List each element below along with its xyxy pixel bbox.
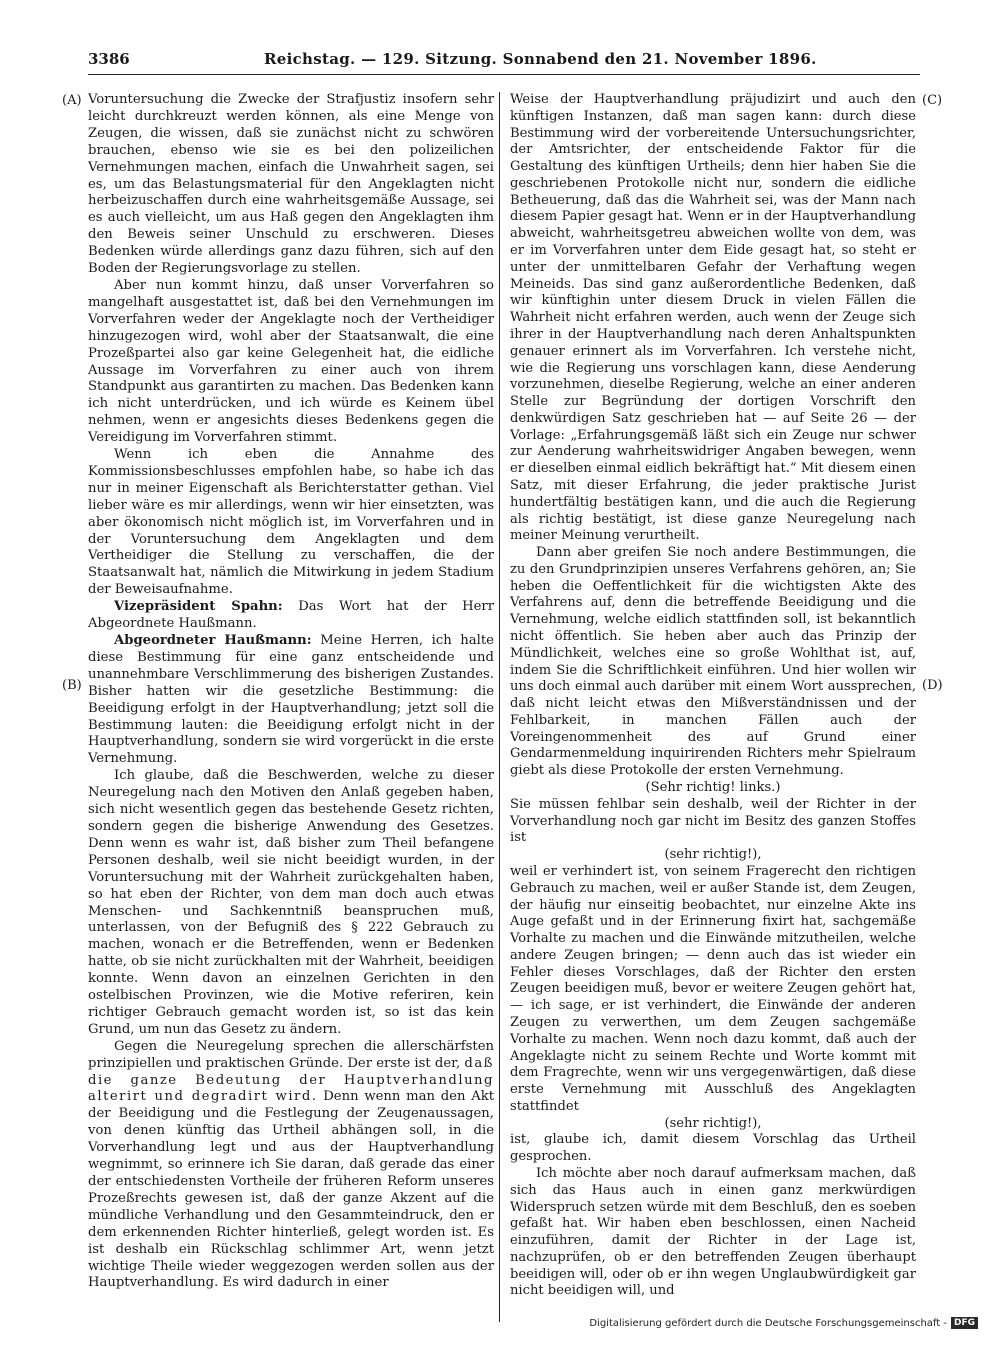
right-column <box>510 92 916 1300</box>
marker-c: (C) <box>922 93 943 108</box>
interjection-3: (sehr richtig!), <box>664 1115 762 1131</box>
left-paragraph-1: Voruntersuchung die Zwecke der Strafjustiz insofern sehr leicht durchkreuzt werden können, als eine Menge von Zeugen, die wissen, daß sie zunächst nicht zu schwören brauchen, ebenso wie sie es bei den polizeilichen Vernehmungen machen, einfach die Unwahrheit sagen, sei es, um das Belastungsmaterial für den Angeklagten nicht herbeizuschaffen durch eine wahrheitsgemäße Aussage, sei es auch vielleicht, um aus Haß gegen den Angeklagten ihm den Beweis seiner Unschuld zu erschweren. Dieses Bedenken würde allerdings ganz dazu führen, sich auf den Boden der Regierungsvorlage zu stellen. <box>88 92 494 277</box>
left-paragraph-2: Aber nun kommt hinzu, daß unser Vorverfahren so mangelhaft ausgestattet ist, daß bei den Vernehmungen im Vorverfahren weder der Angeklagte noch der Vertheidiger hinzugezogen wird, wohl aber der Staatsanwalt, die eine Prozeßpartei also gar keine Gelegenheit hat, die eidliche Aussage im Vorverfahren zu einer auch von ihrem Standpunkt aus garantirten zu machen. Das Bedenken kann ich nicht unterdrücken, und ich würde es Keinem übel nehmen, wenn er angesichts dieses Bedenkens gegen die Vereidigung im Vorverfahren stimmt. <box>88 277 494 446</box>
page-header <box>88 50 918 76</box>
header-rule <box>88 74 920 75</box>
right-paragraph-4: weil er verhindert ist, von seinem Fragerecht den richtigen Gebrauch zu machen, weil er außer Stande ist, dem Zeugen, der häufig nur einseitig beobachtet, nur einzelne Akte ins Auge gefaßt und in der Erinnerung fixirt hat, sachgemäße Vorhalte zu machen und die Einwände mitzutheilen, welche andere Zeugen bringen; — denn auch das ist wieder ein Fehler dieses Vorschlages, daß der Richter den ersten Zeugen beeidigen muß, bevor er weitere Zeugen gehört hat, — ich sage, er ist verhindert, die Einwände der anderen Zeugen zu verwerthen, um dem Zeugen sachgemäße Vorhalte zu machen. Wenn noch dazu kommt, daß auch der Angeklagte nicht zu seinem Rechte und Worte kommt mit dem Fragrechte, wenn wir uns vergegenwärtigen, daß diese erste Vernehmung mit Ausschluß des Angeklagten stattfindet <box>510 863 916 1114</box>
left-paragraph-6: Ich glaube, daß die Beschwerden, welche zu dieser Neuregelung nach den Motiven den Anlaß gegeben haben, sich nicht wesentlich gegen das bestehende Gesetz richten, sondern gegen die bisherige Anwendung des Gesetzes. Denn wenn es wahr ist, daß bisher zum Theil befangene Personen deshalb, weil sie nicht beeidigt wurden, in der Voruntersuchung mit der Wahrheit zurückgehalten haben, so hat eben der Richter, von dem man doch auch etwas Menschen- und Sachkenntniß beanspruchen muß, unterlassen, von der Befugniß des § 222 Gebrauch zu machen, wonach er die Betreffenden, wenn er Bedenken hatte, ob sie nicht zurückhalten mit der Wahrheit, beeidigen konnte. Wenn davon an einzelnen Gerichten in den ostelbischen Provinzen, wie die Motive referiren, kein richtiger Gebrauch gemacht worden ist, so ist das kein Grund, um nun das Gesetz zu ändern. <box>88 768 494 1037</box>
interjection-1: (Sehr richtig! links.) <box>645 780 781 796</box>
marker-b: (B) <box>62 678 82 693</box>
left-paragraph-7a: Gegen die Neuregelung sprechen die allerschärfsten prinzipiellen und praktischen Gründe. Der erste ist der, <box>88 1038 494 1071</box>
column-divider <box>499 92 500 1322</box>
header-title: Reichstag. — 129. Sitzung. Sonnabend den 21. November 1896. <box>264 50 817 68</box>
right-paragraph-2: Dann aber greifen Sie noch andere Bestimmungen, die zu den Grundprinzipien unseres Verfahrens gehören, an; Sie heben die Oeffentlichkeit für die wichtigsten Akte des Verfahrens auf, denn die betreffende Beeidigung und die Vernehmung, welche eidlich stattfinden soll, ist bekanntlich nicht öffentlich. Sie heben aber auch das Prinzip der Mündlichkeit, welches eine so große Wohlthat ist, auf, indem Sie die Schriftlichkeit einführen. Und hier wollen wir uns doch einmal auch darüber mit einem Wort aussprechen, daß nicht leicht etwas den Mißverständnissen und der Fehlbarkeit, in manchen Fällen auch der Voreingenommenheit des auf Grund einer Gendarmenmeldung inquirirenden Richters mehr Spielraum giebt als diese Protokolle der ersten Vernehmung. <box>510 545 916 779</box>
right-paragraph-1: Weise der Hauptverhandlung präjudizirt und auch den künftigen Instanzen, daß man sagen kann: durch diese Bestimmung wird der vorbereitende Untersuchungsrichter, der Amtsrichter, der entscheidende Faktor für die Gestaltung des künftigen Urtheils; denn hier haben Sie die geschriebenen Protokolle nicht nur, sondern die eidliche Betheuerung, daß das die Wahrheit sei, was der Mann nach diesem Papier gesagt hat. Wenn er in der Hauptverhandlung abweicht, wahrheitsgetreu abweichen wollte von dem, was er im Vorverfahren unter dem Eide gesagt hat, so steht er unter der unmittelbaren Gefahr der Verhaftung wegen Meineids. Das sind ganz außerordentliche Bedenken, daß wir künftighin unter diesem Druck in vielen Fällen die Wahrheit nicht erfahren werden, auch wenn der Zeuge sich ihrer in der Hauptverhandlung nach deren Anhaltspunkten genauer erinnert als im Vorverfahren. Ich verstehe nicht, wie die Regierung uns vorschlagen kann, diese Aenderung vorzunehmen, dieselbe Regierung, welche an einer anderen Stelle zur Begründung der dortigen Vorschrift den denkwürdigen Satz geschrieben hat — auf Seite 26 — der Vorlage: „Erfahrungsgemäß läßt sich ein Zeuge nur schwer zur Aenderung wahrheitswidriger Angaben bewegen, wenn er dieselben einmal eidlich bekräftigt hat.“ Mit diesem einen Satz, mit dieser Erfahrung, die jeder praktische Jurist hundertfältig bestätigen kann, und die auch die Regierung als richtig bestätigt, ist diese ganze Neuregelung nach meiner Meinung verurtheilt. <box>510 92 916 544</box>
left-paragraph-7c: Denn wenn man den Akt der Beeidigung und die Festlegung der Zeugenaussagen, von denen künftig das Urtheil abhängen soll, in die Vorverhandlung legt und aus der Hauptverhandlung wegnimmt, so erinnere ich Sie daran, daß gerade das einer der entschiedensten Vortheile der früheren Reform unseres Prozeßrechts gewesen ist, daß der ganze Akzent auf die mündliche Verhandlung und den Gesammteindruck, den er dem erkennenden Richter hinterließ, gelegt worden ist. Es ist deshalb ein Rückschlag schlimmer Art, wenn jetzt wichtige Theile wieder weggezogen werden sollen aus der Hauptverhandlung. Es wird dadurch in einer <box>88 1089 495 1291</box>
footer-credit-text: Digitalisierung gefördert durch die Deutsche Forschungsgemeinschaft - <box>589 1317 947 1329</box>
left-column <box>88 92 494 1292</box>
left-paragraph-7-spaced: daß die ganze Bedeutung der Hauptverhandlung alterirt und degradirt wird. <box>88 1055 494 1105</box>
footer-credit <box>589 1317 978 1329</box>
dfg-logo: DFG <box>951 1317 978 1329</box>
right-paragraph-6: Ich möchte aber noch darauf aufmerksam machen, daß sich das Haus auch in einen ganz merkwürdigen Widerspruch setzen würde mit dem Beschluß, den es soeben gefaßt hat. Wir haben eben beschlossen, einen Nacheid einzuführen, damit der Richter in der Lage ist, nachzuprüfen, ob er den betreffenden Zeugen überhaupt beeidigen will, oder ob er ihn wegen Unglaubwürdigkeit gar nicht beeidigen will, und <box>510 1166 916 1299</box>
left-paragraph-5-text: Meine Herren, ich halte diese Bestimmung für eine ganz entscheidende und unannehmbare Verschlimmerung des bisherigen Zustandes. Bisher hatten wir die gesetzliche Bestimmung: die Beeidigung erfolgt in der Hauptverhandlung; jetzt soll die Bestimmung lauten: die Beeidigung erfolgt nicht in der Hauptverhandlung, sondern sie wird vorgerückt in die erste Vernehmung. <box>88 633 494 767</box>
left-paragraph-4 <box>88 599 494 633</box>
right-paragraph-3: Sie müssen fehlbar sein deshalb, weil der Richter in der Vorverhandlung noch gar nicht im Besitz des ganzen Stoffes ist <box>510 796 916 846</box>
right-paragraph-5: ist, glaube ich, damit diesem Vorschlag das Urtheil gesprochen. <box>510 1132 916 1165</box>
speaker-haussmann: Abgeordneter Haußmann: <box>114 633 312 648</box>
left-paragraph-7 <box>88 1039 494 1293</box>
marker-d: (D) <box>922 678 943 693</box>
left-paragraph-3: Wenn ich eben die Annahme des Kommissionsbeschlusses empfohlen habe, so habe ich das nur in meiner Eigenschaft als Berichterstatter gethan. Viel lieber wäre es mir allerdings, wenn wir hier einsetzten, was aber ökonomisch nicht möglich ist, im Vorverfahren und in der Voruntersuchung dem Angeklagten und dem Vertheidiger die Stellung zu verschaffen, die der Staatsanwalt hat, nämlich die Mitwirkung in jedem Stadium der Beweisaufnahme. <box>88 447 494 598</box>
left-paragraph-4-text: Das Wort hat der Herr Abgeordnete Haußmann. <box>88 599 494 632</box>
interjection-2: (sehr richtig!), <box>664 847 762 863</box>
page-number: 3386 <box>88 50 130 68</box>
left-paragraph-5 <box>88 633 494 768</box>
speaker-spahn: Vizepräsident Spahn: <box>114 599 283 615</box>
marker-a: (A) <box>62 93 82 108</box>
